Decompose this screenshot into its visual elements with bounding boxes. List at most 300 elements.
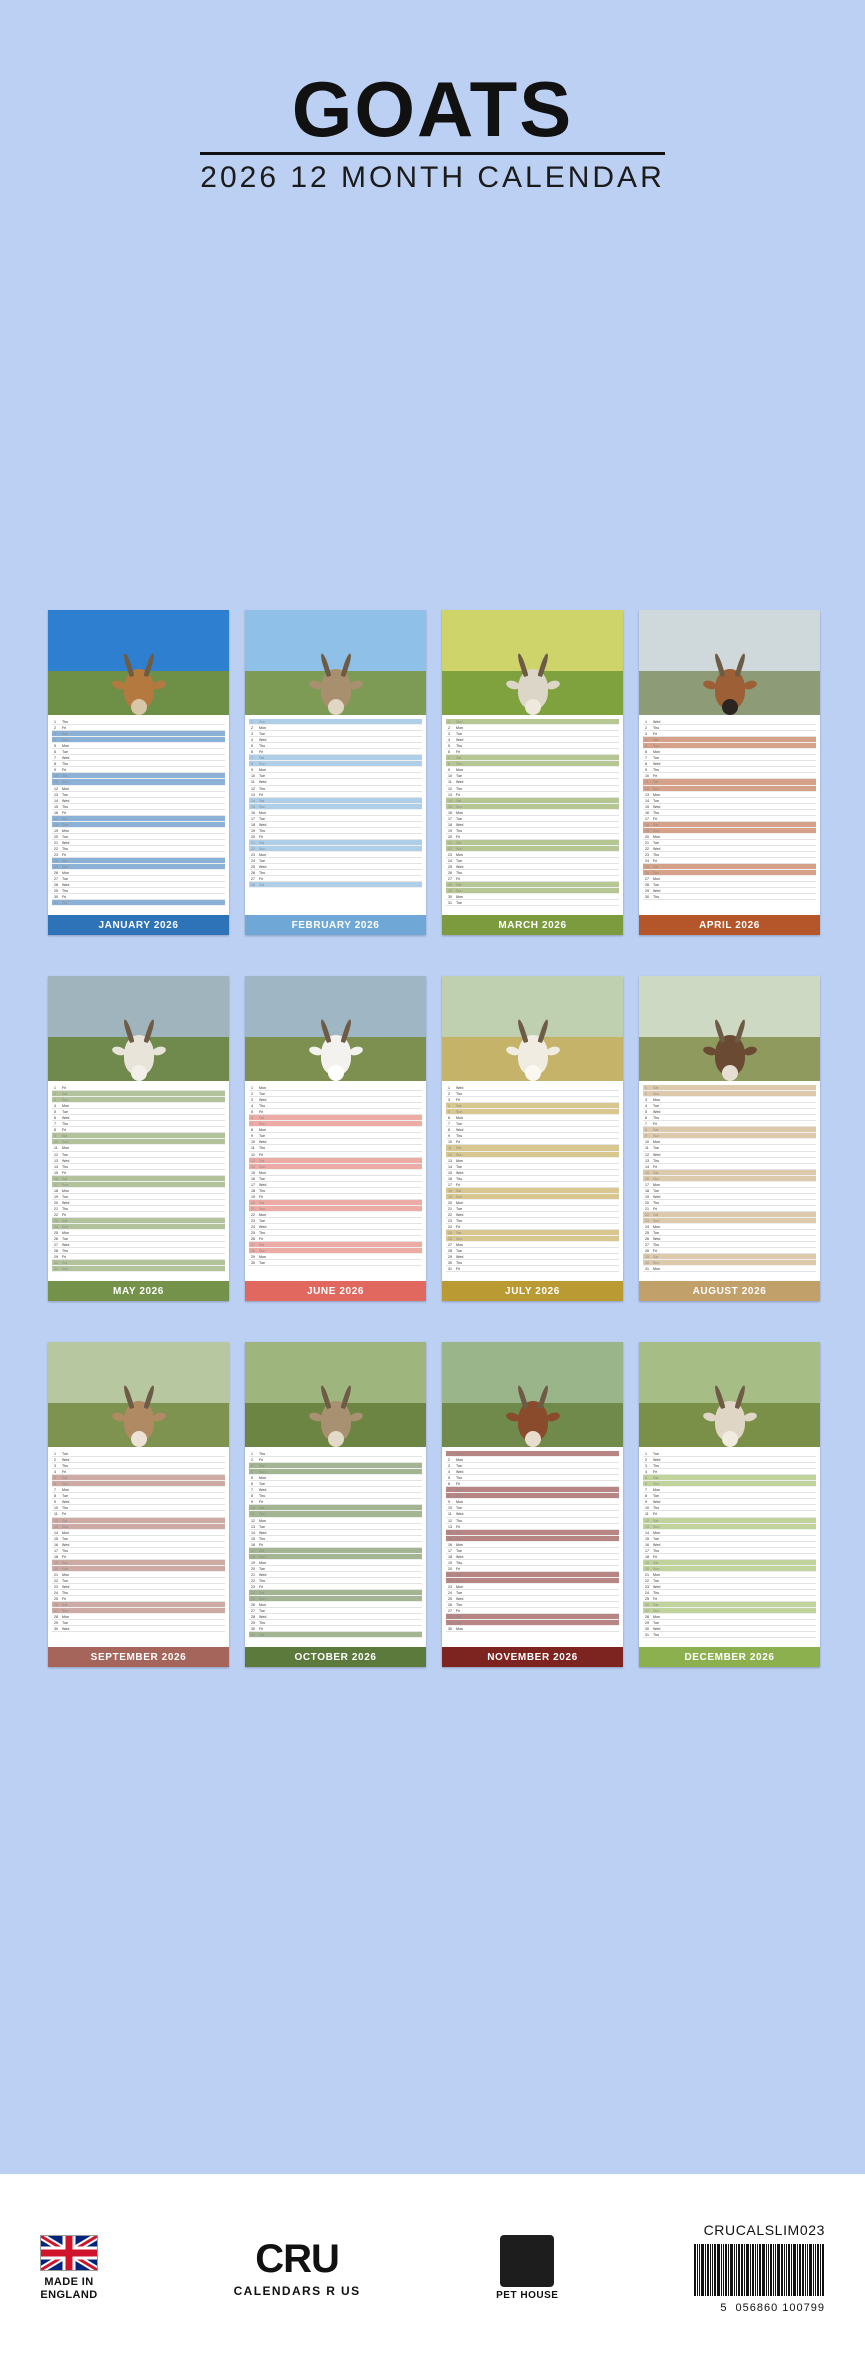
- date-row[interactable]: 29 Thu: [249, 1620, 422, 1626]
- date-row[interactable]: 20 Fri: [446, 834, 619, 840]
- date-row[interactable]: 8 Thu: [249, 1493, 422, 1499]
- date-row[interactable]: 3 Sat: [52, 731, 225, 737]
- date-row[interactable]: 27 Sat: [249, 1242, 422, 1248]
- date-row[interactable]: 21 Fri: [643, 1206, 816, 1212]
- date-row[interactable]: 8 Sun: [446, 1493, 619, 1499]
- date-row[interactable]: 27 Thu: [643, 1242, 816, 1248]
- date-row[interactable]: 1 Fri: [52, 1085, 225, 1091]
- date-row[interactable]: 2 Sun: [643, 1091, 816, 1097]
- date-row[interactable]: 15 Tue: [643, 1536, 816, 1542]
- date-row[interactable]: 10 Mon: [643, 1139, 816, 1145]
- date-row[interactable]: 25 Sun: [52, 864, 225, 870]
- date-row[interactable]: 17 Mon: [643, 1182, 816, 1188]
- date-row[interactable]: 18 Fri: [643, 1554, 816, 1560]
- date-row[interactable]: 26 Sat: [52, 1602, 225, 1608]
- date-row[interactable]: 3 Thu: [52, 1463, 225, 1469]
- date-row[interactable]: 12 Sun: [643, 786, 816, 792]
- date-row[interactable]: 29 Sun: [446, 888, 619, 894]
- date-row[interactable]: 18 Thu: [249, 1188, 422, 1194]
- date-row[interactable]: 22 Tue: [643, 1578, 816, 1584]
- date-row[interactable]: 12 Wed: [643, 1152, 816, 1158]
- date-row[interactable]: 29 Tue: [643, 1620, 816, 1626]
- date-row[interactable]: 19 Mon: [249, 1560, 422, 1566]
- date-row[interactable]: 24 Fri: [446, 1224, 619, 1230]
- date-row[interactable]: 6 Sun: [52, 1481, 225, 1487]
- date-row[interactable]: 2 Mon: [446, 1457, 619, 1463]
- date-row[interactable]: 11 Sun: [52, 779, 225, 785]
- date-row[interactable]: 13 Sun: [52, 1524, 225, 1530]
- date-row[interactable]: 4 Thu: [249, 1103, 422, 1109]
- date-row[interactable]: 17 Tue: [249, 816, 422, 822]
- date-row[interactable]: 11 Sat: [643, 779, 816, 785]
- date-row[interactable]: 28 Thu: [52, 1248, 225, 1254]
- date-row[interactable]: 16 Wed: [643, 1542, 816, 1548]
- date-row[interactable]: 15 Sun: [446, 804, 619, 810]
- date-row[interactable]: 15 Mon: [249, 1170, 422, 1176]
- date-row[interactable]: 24 Sun: [52, 1224, 225, 1230]
- date-row[interactable]: 21 Tue: [643, 840, 816, 846]
- date-row[interactable]: 15 Sun: [446, 1536, 619, 1542]
- date-row[interactable]: 30 Thu: [643, 894, 816, 900]
- date-row[interactable]: 20 Wed: [52, 1200, 225, 1206]
- date-row[interactable]: 6 Sun: [643, 1481, 816, 1487]
- date-row[interactable]: 24 Mon: [643, 1224, 816, 1230]
- date-row[interactable]: 31 Fri: [446, 1266, 619, 1272]
- date-row[interactable]: 2 Fri: [249, 1457, 422, 1463]
- date-row[interactable]: 20 Tue: [52, 834, 225, 840]
- date-row[interactable]: 17 Sat: [52, 816, 225, 822]
- date-row[interactable]: 2 Mon: [249, 725, 422, 731]
- date-row[interactable]: 3 Mon: [643, 1097, 816, 1103]
- date-row[interactable]: 17 Thu: [52, 1548, 225, 1554]
- date-row[interactable]: 28 Sat: [446, 1614, 619, 1620]
- date-row[interactable]: 4 Mon: [52, 1103, 225, 1109]
- date-row[interactable]: 25 Wed: [446, 1596, 619, 1602]
- date-row[interactable]: 25 Sat: [643, 864, 816, 870]
- date-row[interactable]: 22 Thu: [249, 1578, 422, 1584]
- date-row[interactable]: 19 Thu: [249, 828, 422, 834]
- date-row[interactable]: 27 Fri: [249, 876, 422, 882]
- date-row[interactable]: 5 Thu: [446, 1475, 619, 1481]
- date-row[interactable]: 1 Sun: [249, 719, 422, 725]
- date-row[interactable]: 7 Fri: [643, 1121, 816, 1127]
- date-row[interactable]: 17 Wed: [249, 1182, 422, 1188]
- date-row[interactable]: 2 Fri: [52, 725, 225, 731]
- date-row[interactable]: 5 Tue: [52, 1109, 225, 1115]
- date-row[interactable]: 25 Fri: [52, 1596, 225, 1602]
- date-row[interactable]: 29 Mon: [249, 1254, 422, 1260]
- date-row[interactable]: 30 Sun: [643, 1260, 816, 1266]
- date-row[interactable]: 20 Mon: [446, 1200, 619, 1206]
- date-row[interactable]: 11 Sat: [446, 1145, 619, 1151]
- date-row[interactable]: 19 Sun: [446, 1194, 619, 1200]
- date-row[interactable]: 19 Sat: [52, 1560, 225, 1566]
- date-row[interactable]: 1 Sun: [446, 719, 619, 725]
- date-row[interactable]: 26 Thu: [249, 870, 422, 876]
- date-row[interactable]: 6 Fri: [249, 749, 422, 755]
- date-row[interactable]: 25 Wed: [249, 864, 422, 870]
- date-row[interactable]: 13 Sun: [643, 1524, 816, 1530]
- date-row[interactable]: 21 Thu: [52, 1206, 225, 1212]
- date-row[interactable]: 6 Mon: [446, 1115, 619, 1121]
- date-row[interactable]: 12 Fri: [249, 1152, 422, 1158]
- date-row[interactable]: 6 Tue: [249, 1481, 422, 1487]
- date-row[interactable]: 23 Sun: [643, 1218, 816, 1224]
- date-row[interactable]: 1 Sat: [643, 1085, 816, 1091]
- date-row[interactable]: 24 Tue: [446, 1590, 619, 1596]
- date-row[interactable]: 1 Tue: [52, 1451, 225, 1457]
- date-row[interactable]: 9 Wed: [643, 1499, 816, 1505]
- date-row[interactable]: 3 Sat: [249, 1463, 422, 1469]
- date-row[interactable]: 29 Thu: [52, 888, 225, 894]
- date-row[interactable]: 9 Mon: [446, 1499, 619, 1505]
- date-row[interactable]: 25 Tue: [643, 1230, 816, 1236]
- date-row[interactable]: 5 Thu: [446, 743, 619, 749]
- date-row[interactable]: 12 Thu: [446, 786, 619, 792]
- date-row[interactable]: 23 Thu: [643, 852, 816, 858]
- date-row[interactable]: 7 Mon: [643, 1487, 816, 1493]
- date-row[interactable]: 16 Fri: [249, 1542, 422, 1548]
- date-row[interactable]: 9 Mon: [446, 767, 619, 773]
- date-row[interactable]: 3 Tue: [249, 731, 422, 737]
- date-row[interactable]: 10 Wed: [249, 1139, 422, 1145]
- date-row[interactable]: 21 Sat: [446, 1572, 619, 1578]
- date-row[interactable]: 16 Wed: [52, 1542, 225, 1548]
- date-row[interactable]: 26 Sat: [643, 1602, 816, 1608]
- date-row[interactable]: 2 Wed: [643, 1457, 816, 1463]
- date-row[interactable]: 5 Mon: [52, 743, 225, 749]
- date-row[interactable]: 13 Thu: [643, 1158, 816, 1164]
- date-row[interactable]: 10 Sat: [52, 773, 225, 779]
- date-row[interactable]: 24 Wed: [249, 1224, 422, 1230]
- date-row[interactable]: 18 Wed: [249, 822, 422, 828]
- date-row[interactable]: 12 Sun: [446, 1152, 619, 1158]
- date-row[interactable]: 30 Fri: [249, 1626, 422, 1632]
- date-row[interactable]: 15 Wed: [643, 804, 816, 810]
- date-row[interactable]: 18 Mon: [52, 1188, 225, 1194]
- date-row[interactable]: 31 Tue: [446, 900, 619, 906]
- date-row[interactable]: 30 Wed: [52, 1626, 225, 1632]
- date-row[interactable]: 21 Tue: [446, 1206, 619, 1212]
- date-row[interactable]: 22 Sun: [446, 846, 619, 852]
- date-row[interactable]: 19 Tue: [52, 1194, 225, 1200]
- date-row[interactable]: 24 Sat: [52, 858, 225, 864]
- date-row[interactable]: 23 Tue: [249, 1218, 422, 1224]
- date-row[interactable]: 22 Sat: [643, 1212, 816, 1218]
- date-row[interactable]: 5 Sun: [643, 743, 816, 749]
- date-row[interactable]: 23 Mon: [249, 852, 422, 858]
- date-row[interactable]: 27 Fri: [446, 1608, 619, 1614]
- date-row[interactable]: 7 Sat: [249, 755, 422, 761]
- date-row[interactable]: 5 Wed: [643, 1109, 816, 1115]
- date-row[interactable]: 13 Sat: [249, 1158, 422, 1164]
- date-row[interactable]: 5 Thu: [249, 743, 422, 749]
- date-row[interactable]: 16 Mon: [249, 810, 422, 816]
- date-row[interactable]: 21 Mon: [643, 1572, 816, 1578]
- date-row[interactable]: 5 Sat: [52, 1475, 225, 1481]
- date-row[interactable]: 13 Mon: [643, 792, 816, 798]
- date-row[interactable]: 17 Sat: [249, 1548, 422, 1554]
- date-row[interactable]: 7 Sat: [446, 755, 619, 761]
- date-row[interactable]: 19 Thu: [446, 1560, 619, 1566]
- date-row[interactable]: 9 Tue: [249, 1133, 422, 1139]
- date-row[interactable]: 14 Mon: [643, 1530, 816, 1536]
- date-row[interactable]: 14 Wed: [52, 798, 225, 804]
- date-row[interactable]: 7 Tue: [446, 1121, 619, 1127]
- date-row[interactable]: 23 Sat: [52, 1218, 225, 1224]
- date-row[interactable]: 4 Fri: [52, 1469, 225, 1475]
- date-row[interactable]: 3 Thu: [643, 1463, 816, 1469]
- date-row[interactable]: 6 Fri: [446, 1481, 619, 1487]
- date-row[interactable]: 10 Tue: [249, 773, 422, 779]
- date-row[interactable]: 7 Wed: [249, 1487, 422, 1493]
- date-row[interactable]: 18 Wed: [446, 822, 619, 828]
- date-row[interactable]: 7 Wed: [52, 755, 225, 761]
- date-row[interactable]: 29 Sun: [446, 1620, 619, 1626]
- date-row[interactable]: 12 Thu: [249, 786, 422, 792]
- date-row[interactable]: 16 Sun: [643, 1176, 816, 1182]
- date-row[interactable]: 6 Sat: [249, 1115, 422, 1121]
- date-row[interactable]: 12 Sat: [52, 1518, 225, 1524]
- date-row[interactable]: 23 Fri: [52, 852, 225, 858]
- date-row[interactable]: 30 Mon: [446, 1626, 619, 1632]
- date-row[interactable]: 1 Sun: [446, 1451, 619, 1457]
- date-row[interactable]: 18 Sat: [643, 822, 816, 828]
- date-row[interactable]: 5 Mon: [249, 1475, 422, 1481]
- date-row[interactable]: 15 Tue: [52, 1536, 225, 1542]
- date-row[interactable]: 11 Wed: [249, 779, 422, 785]
- date-row[interactable]: 2 Tue: [249, 1091, 422, 1097]
- date-row[interactable]: 4 Sun: [52, 737, 225, 743]
- date-row[interactable]: 31 Sat: [249, 1632, 422, 1638]
- date-row[interactable]: 4 Wed: [446, 737, 619, 743]
- date-row[interactable]: 16 Tue: [249, 1176, 422, 1182]
- date-row[interactable]: 10 Fri: [643, 773, 816, 779]
- date-row[interactable]: 1 Thu: [249, 1451, 422, 1457]
- date-row[interactable]: 9 Mon: [249, 767, 422, 773]
- date-row[interactable]: 8 Wed: [643, 761, 816, 767]
- date-row[interactable]: 9 Thu: [643, 767, 816, 773]
- date-row[interactable]: 4 Fri: [643, 1469, 816, 1475]
- date-row[interactable]: 23 Fri: [249, 1584, 422, 1590]
- date-row[interactable]: 10 Fri: [446, 1139, 619, 1145]
- date-row[interactable]: 26 Sun: [446, 1236, 619, 1242]
- date-row[interactable]: 8 Tue: [643, 1493, 816, 1499]
- date-row[interactable]: 11 Wed: [446, 779, 619, 785]
- date-row[interactable]: 2 Sat: [52, 1091, 225, 1097]
- date-row[interactable]: 20 Thu: [643, 1200, 816, 1206]
- date-row[interactable]: 31 Sat: [52, 900, 225, 906]
- date-row[interactable]: 16 Thu: [446, 1176, 619, 1182]
- date-row[interactable]: 12 Mon: [249, 1518, 422, 1524]
- date-row[interactable]: 26 Thu: [446, 870, 619, 876]
- date-row[interactable]: 9 Fri: [249, 1499, 422, 1505]
- date-row[interactable]: 21 Mon: [52, 1572, 225, 1578]
- date-row[interactable]: 16 Sat: [52, 1176, 225, 1182]
- date-row[interactable]: 2 Wed: [52, 1457, 225, 1463]
- date-row[interactable]: 11 Tue: [643, 1145, 816, 1151]
- date-row[interactable]: 1 Wed: [643, 719, 816, 725]
- date-row[interactable]: 20 Sun: [52, 1566, 225, 1572]
- date-row[interactable]: 14 Tue: [446, 1164, 619, 1170]
- date-row[interactable]: 26 Tue: [52, 1236, 225, 1242]
- date-row[interactable]: 26 Thu: [446, 1602, 619, 1608]
- date-row[interactable]: 16 Fri: [52, 810, 225, 816]
- date-row[interactable]: 8 Fri: [52, 1127, 225, 1133]
- date-row[interactable]: 3 Fri: [446, 1097, 619, 1103]
- date-row[interactable]: 4 Wed: [249, 737, 422, 743]
- date-row[interactable]: 13 Fri: [249, 792, 422, 798]
- date-row[interactable]: 7 Tue: [643, 755, 816, 761]
- date-row[interactable]: 10 Tue: [446, 773, 619, 779]
- date-row[interactable]: 9 Wed: [52, 1499, 225, 1505]
- date-row[interactable]: 8 Sun: [249, 761, 422, 767]
- date-row[interactable]: 4 Tue: [643, 1103, 816, 1109]
- date-row[interactable]: 31 Sun: [52, 1266, 225, 1272]
- date-row[interactable]: 27 Fri: [446, 876, 619, 882]
- date-row[interactable]: 21 Wed: [249, 1572, 422, 1578]
- date-row[interactable]: 21 Sat: [249, 840, 422, 846]
- date-row[interactable]: 25 Mon: [52, 1230, 225, 1236]
- date-row[interactable]: 23 Wed: [52, 1584, 225, 1590]
- date-row[interactable]: 21 Sat: [446, 840, 619, 846]
- date-row[interactable]: 19 Sun: [643, 828, 816, 834]
- date-row[interactable]: 20 Tue: [249, 1566, 422, 1572]
- date-row[interactable]: 14 Sat: [446, 1530, 619, 1536]
- date-row[interactable]: 13 Tue: [52, 792, 225, 798]
- date-row[interactable]: 8 Sun: [446, 761, 619, 767]
- date-row[interactable]: 22 Sun: [446, 1578, 619, 1584]
- date-row[interactable]: 13 Fri: [446, 792, 619, 798]
- date-row[interactable]: 22 Thu: [52, 846, 225, 852]
- date-row[interactable]: 26 Fri: [249, 1236, 422, 1242]
- date-row[interactable]: 5 Fri: [249, 1109, 422, 1115]
- date-row[interactable]: 30 Fri: [52, 894, 225, 900]
- date-row[interactable]: 12 Mon: [52, 786, 225, 792]
- date-row[interactable]: 29 Sat: [643, 1254, 816, 1260]
- date-row[interactable]: 8 Mon: [249, 1127, 422, 1133]
- date-row[interactable]: 11 Thu: [249, 1145, 422, 1151]
- date-row[interactable]: 17 Thu: [643, 1548, 816, 1554]
- date-row[interactable]: 14 Fri: [643, 1164, 816, 1170]
- date-row[interactable]: 20 Fri: [249, 834, 422, 840]
- date-row[interactable]: 18 Sun: [52, 822, 225, 828]
- date-row[interactable]: 30 Tue: [249, 1260, 422, 1266]
- date-row[interactable]: 9 Sat: [52, 1133, 225, 1139]
- date-row[interactable]: 4 Wed: [446, 1469, 619, 1475]
- date-row[interactable]: 17 Fri: [446, 1182, 619, 1188]
- date-row[interactable]: 29 Fri: [52, 1254, 225, 1260]
- date-row[interactable]: 14 Mon: [52, 1530, 225, 1536]
- date-row[interactable]: 15 Wed: [446, 1170, 619, 1176]
- date-row[interactable]: 26 Wed: [643, 1236, 816, 1242]
- date-row[interactable]: 24 Fri: [643, 858, 816, 864]
- date-row[interactable]: 14 Sat: [249, 798, 422, 804]
- date-row[interactable]: 15 Sat: [643, 1170, 816, 1176]
- date-row[interactable]: 23 Mon: [446, 852, 619, 858]
- date-row[interactable]: 27 Sun: [52, 1608, 225, 1614]
- date-row[interactable]: 8 Thu: [52, 761, 225, 767]
- date-row[interactable]: 3 Tue: [446, 731, 619, 737]
- date-row[interactable]: 16 Mon: [446, 1542, 619, 1548]
- date-row[interactable]: 11 Fri: [643, 1511, 816, 1517]
- date-row[interactable]: 23 Mon: [446, 1584, 619, 1590]
- date-row[interactable]: 30 Sat: [52, 1260, 225, 1266]
- date-row[interactable]: 2 Thu: [643, 725, 816, 731]
- date-row[interactable]: 24 Tue: [446, 858, 619, 864]
- date-row[interactable]: 16 Mon: [446, 810, 619, 816]
- date-row[interactable]: 14 Sat: [446, 798, 619, 804]
- date-row[interactable]: 13 Mon: [446, 1158, 619, 1164]
- date-row[interactable]: 10 Thu: [52, 1505, 225, 1511]
- date-row[interactable]: 8 Wed: [446, 1127, 619, 1133]
- date-row[interactable]: 17 Tue: [446, 1548, 619, 1554]
- date-row[interactable]: 1 Thu: [52, 719, 225, 725]
- date-row[interactable]: 22 Wed: [446, 1212, 619, 1218]
- date-row[interactable]: 3 Fri: [643, 731, 816, 737]
- date-row[interactable]: 28 Sat: [446, 882, 619, 888]
- date-row[interactable]: 23 Thu: [446, 1218, 619, 1224]
- date-row[interactable]: 27 Wed: [52, 1242, 225, 1248]
- date-row[interactable]: 13 Fri: [446, 1524, 619, 1530]
- date-row[interactable]: 5 Sun: [446, 1109, 619, 1115]
- date-row[interactable]: 11 Fri: [52, 1511, 225, 1517]
- date-row[interactable]: 30 Thu: [446, 1260, 619, 1266]
- date-row[interactable]: 29 Tue: [52, 1620, 225, 1626]
- date-row[interactable]: 18 Fri: [52, 1554, 225, 1560]
- date-row[interactable]: 14 Thu: [52, 1164, 225, 1170]
- date-row[interactable]: 15 Sun: [249, 804, 422, 810]
- date-row[interactable]: 19 Thu: [446, 828, 619, 834]
- date-row[interactable]: 13 Wed: [52, 1158, 225, 1164]
- date-row[interactable]: 8 Tue: [52, 1493, 225, 1499]
- date-row[interactable]: 1 Wed: [446, 1085, 619, 1091]
- date-row[interactable]: 9 Fri: [52, 767, 225, 773]
- date-row[interactable]: 22 Mon: [249, 1212, 422, 1218]
- date-row[interactable]: 12 Thu: [446, 1518, 619, 1524]
- date-row[interactable]: 22 Sun: [249, 846, 422, 852]
- date-row[interactable]: 18 Sat: [446, 1188, 619, 1194]
- date-row[interactable]: 19 Fri: [249, 1194, 422, 1200]
- date-row[interactable]: 27 Sun: [643, 1608, 816, 1614]
- date-row[interactable]: 4 Sun: [249, 1469, 422, 1475]
- date-row[interactable]: 3 Sun: [52, 1097, 225, 1103]
- date-row[interactable]: 28 Wed: [249, 1614, 422, 1620]
- date-row[interactable]: 15 Thu: [52, 804, 225, 810]
- date-row[interactable]: 24 Tue: [249, 858, 422, 864]
- date-row[interactable]: 25 Wed: [446, 864, 619, 870]
- date-row[interactable]: 11 Sun: [249, 1511, 422, 1517]
- date-row[interactable]: 31 Mon: [643, 1266, 816, 1272]
- date-row[interactable]: 6 Thu: [643, 1115, 816, 1121]
- date-row[interactable]: 25 Sat: [446, 1230, 619, 1236]
- date-row[interactable]: 20 Sat: [249, 1200, 422, 1206]
- date-row[interactable]: 7 Thu: [52, 1121, 225, 1127]
- date-row[interactable]: 3 Tue: [446, 1463, 619, 1469]
- date-row[interactable]: 27 Tue: [52, 876, 225, 882]
- date-row[interactable]: 1 Mon: [249, 1085, 422, 1091]
- date-row[interactable]: 27 Tue: [249, 1608, 422, 1614]
- date-row[interactable]: 6 Mon: [643, 749, 816, 755]
- date-row[interactable]: 26 Mon: [52, 870, 225, 876]
- date-row[interactable]: 9 Sun: [643, 1133, 816, 1139]
- date-row[interactable]: 6 Wed: [52, 1115, 225, 1121]
- date-row[interactable]: 25 Thu: [249, 1230, 422, 1236]
- date-row[interactable]: 10 Sat: [249, 1505, 422, 1511]
- date-row[interactable]: 17 Sun: [52, 1182, 225, 1188]
- date-row[interactable]: 3 Wed: [249, 1097, 422, 1103]
- date-row[interactable]: 24 Thu: [52, 1590, 225, 1596]
